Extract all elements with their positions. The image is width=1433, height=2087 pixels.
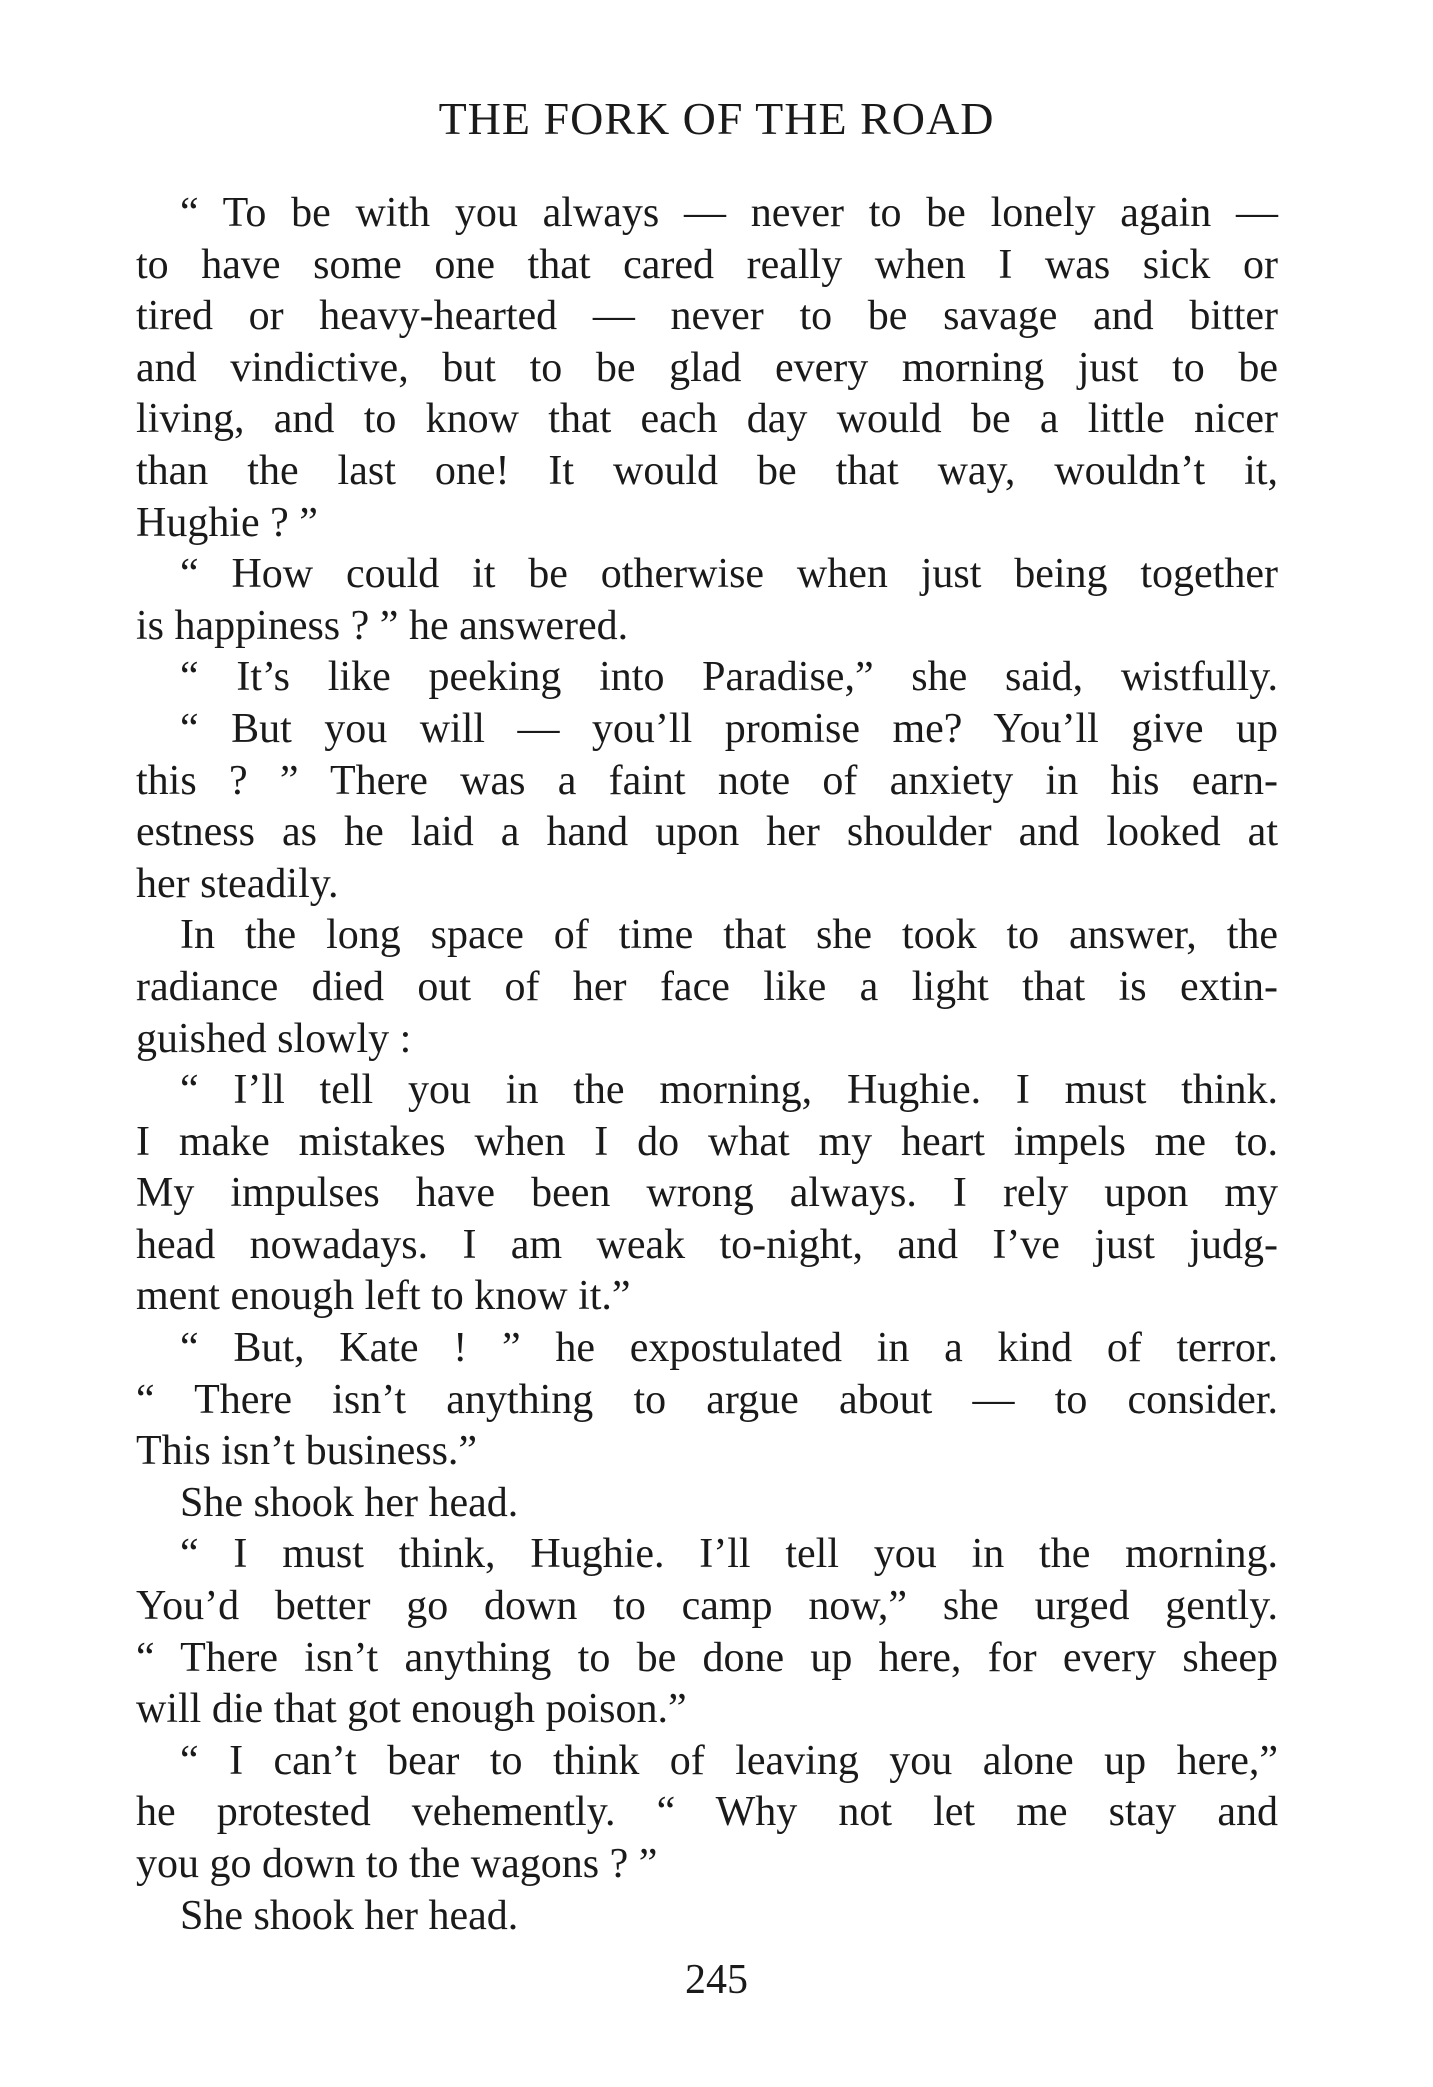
text-line: In the long space of time that she took to answer, the bbox=[180, 912, 1278, 959]
text-line: and vindictive, but to be glad every morning just to be bbox=[136, 344, 1278, 391]
text-line: “ I can’t bear to think of leaving you alone up here,” bbox=[180, 1737, 1278, 1784]
text-line: “ It’s like peeking into Paradise,” she said, wistfully. bbox=[180, 654, 1278, 701]
text-line: will die that got enough poison.” bbox=[136, 1686, 687, 1733]
text-line: “ I must think, Hughie. I’ll tell you in the morning. bbox=[180, 1531, 1278, 1578]
text-line: than the last one! It would be that way, wouldn’t it, bbox=[136, 447, 1278, 494]
text-line: you go down to the wagons ? ” bbox=[136, 1841, 658, 1887]
text-line: is happiness ? ” he answered. bbox=[136, 602, 629, 649]
text-line: this ? ” There was a faint note of anxiety in his earn- bbox=[136, 757, 1278, 804]
text-line: he protested vehemently. “ Why not let me stay and bbox=[136, 1789, 1278, 1836]
text-line: ment enough left to know it.” bbox=[136, 1273, 631, 1320]
text-line: her steadily. bbox=[136, 860, 339, 907]
text-line: radiance died out of her face like a light that is extin- bbox=[136, 963, 1278, 1010]
text-line: to have some one that cared really when I was sick or bbox=[136, 241, 1278, 288]
text-line: “ How could it be otherwise when just being together bbox=[180, 551, 1278, 598]
text-line: She shook her head. bbox=[180, 1479, 519, 1526]
text-line: I make mistakes when I do what my heart impels me to. bbox=[136, 1118, 1278, 1165]
page-number: 245 bbox=[685, 1957, 748, 2003]
text-line: My impulses have been wrong always. I rely upon my bbox=[136, 1170, 1278, 1217]
text-line: guished slowly : bbox=[136, 1015, 412, 1062]
text-line: She shook her head. bbox=[180, 1892, 519, 1939]
text-line: “ There isn’t anything to argue about — to consider. bbox=[136, 1376, 1278, 1423]
text-line: “ To be with you always — never to be lonely again — bbox=[180, 190, 1278, 236]
text-line: tired or heavy-hearted — never to be savage and bitter bbox=[136, 293, 1278, 340]
text-line: You’d better go down to camp now,” she urged gently. bbox=[136, 1583, 1278, 1630]
text-line: head nowadays. I am weak to-night, and I’ve just judg- bbox=[136, 1221, 1278, 1268]
text-line: living, and to know that each day would be a little nicer bbox=[136, 396, 1278, 443]
text-line: “ There isn’t anything to be done up here, for every sheep bbox=[136, 1634, 1278, 1681]
running-title: THE FORK OF THE ROAD bbox=[438, 93, 995, 144]
text-line: “ I’ll tell you in the morning, Hughie. I must think. bbox=[180, 1067, 1278, 1114]
text-line: estness as he laid a hand upon her shoulder and looked at bbox=[136, 809, 1278, 856]
text-line: This isn’t business.” bbox=[136, 1428, 478, 1475]
body-text bbox=[136, 188, 1278, 1942]
text-line: “ But you will — you’ll promise me? You’ll give up bbox=[180, 705, 1278, 752]
text-line: Hughie ? ” bbox=[136, 499, 318, 546]
text-line: “ But, Kate ! ” he expostulated in a kind of terror. bbox=[180, 1325, 1278, 1372]
